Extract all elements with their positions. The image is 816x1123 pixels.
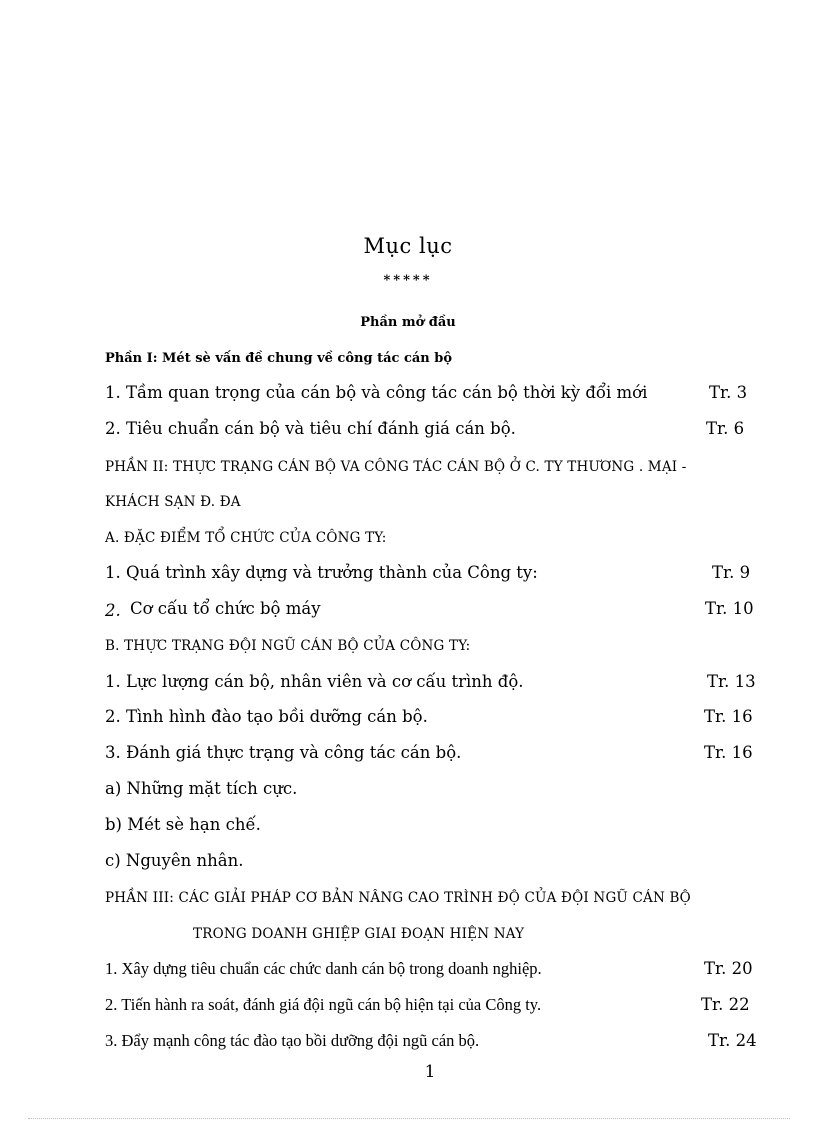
toc-entry-number: 2. — [105, 601, 121, 620]
section-b-heading: B. THỰC TRẠNG ĐỘI NGŨ CÁN BỘ CỦA CÔNG TY: — [105, 638, 471, 654]
toc-page-ref: Tr. 16 — [704, 707, 753, 726]
part3-heading-line2: TRONG DOANH GHIỆP GIAI ĐOẠN HIỆN NAY — [193, 926, 525, 942]
toc-subentry: b) Mét sè hạn chế. — [105, 815, 261, 834]
page-bottom-divider — [28, 1118, 790, 1119]
toc-entry: 2. Tiêu chuẩn cán bộ và tiêu chí đánh giá cán bộ. — [105, 419, 516, 438]
intro-heading: Phần mở đầu — [360, 315, 456, 330]
toc-page-ref: Tr. 3 — [709, 383, 748, 402]
toc-entry: 1. Lực lượng cán bộ, nhân viên và cơ cấu trình độ. — [105, 672, 524, 691]
page-number: 1 — [424, 1062, 436, 1082]
part3-heading-line1: PHẦN III: CÁC GIẢI PHÁP CƠ BẢN NÂNG CAO TRÌNH ĐỘ CỦA ĐỘI NGŨ CÁN BỘ — [105, 890, 691, 906]
toc-subentry: c) Nguyên nhân. — [105, 851, 244, 870]
section-a-heading: A. ĐẶC ĐIỂM TỔ CHỨC CỦA CÔNG TY: — [105, 530, 387, 546]
toc-page-ref: Tr. 9 — [712, 563, 751, 582]
toc-entry: 1. Tầm quan trọng của cán bộ và công tác cán bộ thời kỳ đổi mới — [105, 383, 648, 402]
toc-page-ref: Tr. 13 — [707, 672, 756, 691]
toc-entry: 2. Tiến hành ra soát, đánh giá đội ngũ cán bộ hiện tại của Công ty. — [105, 995, 542, 1014]
part1-heading: Phần I: Mét sè vấn đề chung về công tác cán bộ — [105, 351, 453, 366]
toc-entry: 1. Quá trình xây dựng và trưởng thành của Công ty: — [105, 563, 538, 582]
part2-heading-line1: PHẦN II: THỰC TRẠNG CÁN BỘ VA CÔNG TÁC CÁN BỘ Ở C. TY THƯƠNG . MẠI - — [105, 459, 687, 475]
title-ornament: ***** — [383, 273, 433, 288]
toc-entry: Cơ cấu tổ chức bộ máy — [130, 599, 321, 618]
toc-entry: 2. Tình hình đào tạo bồi dưỡng cán bộ. — [105, 707, 428, 726]
toc-subentry: a) Những mặt tích cực. — [105, 779, 298, 798]
toc-page-ref: Tr. 24 — [708, 1031, 757, 1050]
toc-page-ref: Tr. 16 — [704, 743, 753, 762]
toc-page-ref: Tr. 20 — [704, 959, 753, 978]
toc-page-ref: Tr. 10 — [705, 599, 754, 618]
toc-entry: 3. Đánh giá thực trạng và công tác cán bộ. — [105, 743, 462, 762]
toc-entry: 3. Đẩy mạnh công tác đào tạo bồi dưỡng đội ngũ cán bộ. — [105, 1031, 480, 1050]
toc-title: Mục lục — [363, 234, 453, 258]
toc-page-ref: Tr. 6 — [706, 419, 745, 438]
toc-page-ref: Tr. 22 — [701, 995, 750, 1014]
part2-heading-line2: KHÁCH SẠN Đ. ĐA — [105, 494, 241, 510]
toc-entry: 1. Xây dựng tiêu chuẩn các chức danh cán bộ trong doanh nghiệp. — [105, 959, 542, 978]
